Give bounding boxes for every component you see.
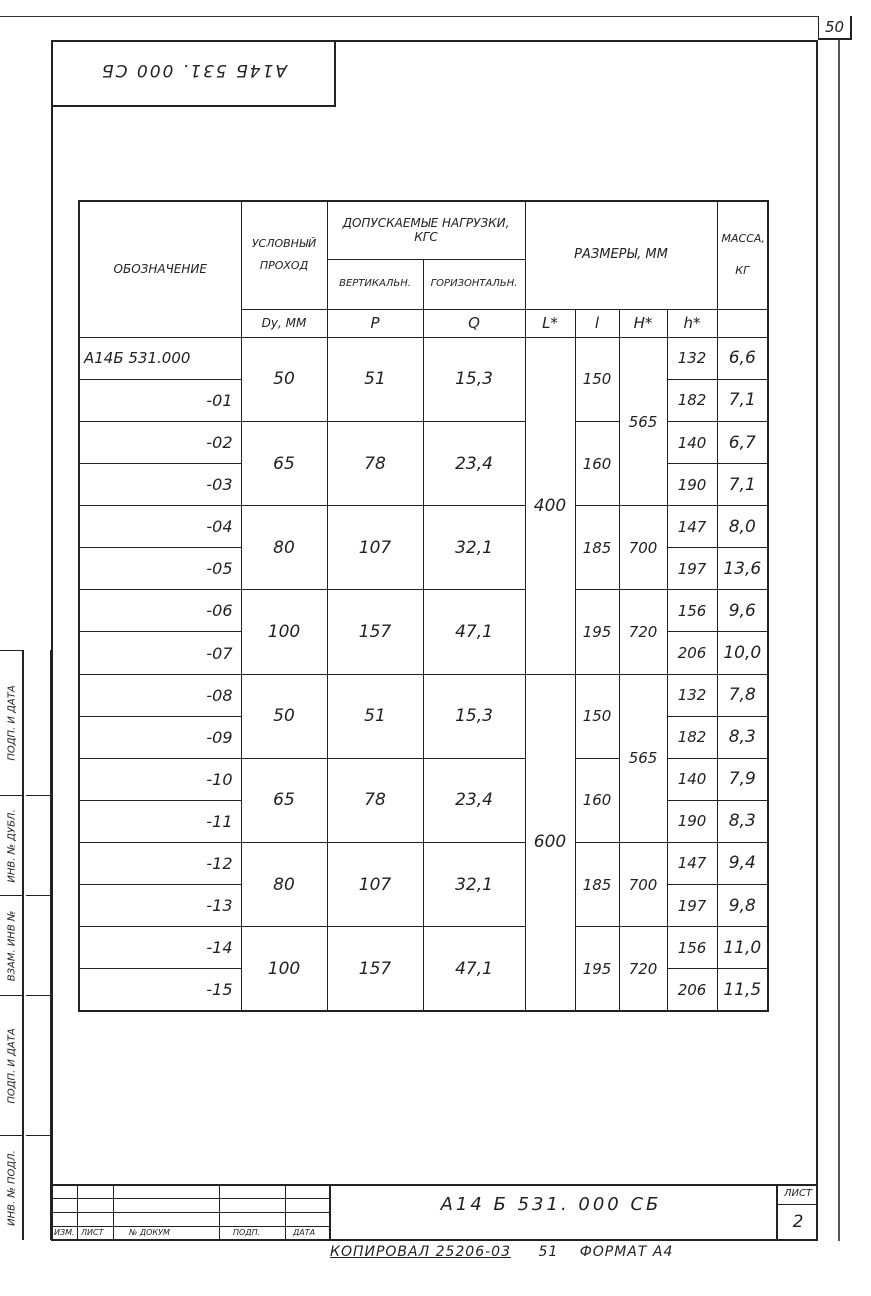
row-dim-l: 150: [575, 337, 619, 421]
side-cell: [0, 895, 24, 995]
header-dims: РАЗМЕРЫ, ММ: [525, 201, 717, 309]
side-label: ИНВ. № ДУБЛ.: [6, 808, 18, 883]
row-designation: -08: [79, 674, 241, 716]
row-mass: 11,0: [717, 927, 768, 969]
row-dim-L: 400: [525, 337, 575, 674]
row-dim-h: 190: [667, 800, 717, 842]
row-dim-l: 195: [575, 927, 619, 1011]
stamp-mirrored-code: А14Б 531. 000 СБ: [100, 60, 287, 80]
row-mass: 7,1: [717, 379, 768, 421]
row-load-q: 23,4: [423, 758, 525, 842]
side-cell: [0, 1135, 24, 1240]
row-designation: -07: [79, 632, 241, 674]
stamp-box: [51, 40, 336, 107]
row-dy: 80: [241, 506, 327, 590]
header-nominal-bore-line2: ПРОХОД: [259, 259, 309, 273]
row-load-p: 107: [327, 506, 423, 590]
side-cell: [0, 995, 24, 1135]
side-cell: [0, 795, 24, 895]
row-dy: 80: [241, 842, 327, 926]
side-label: ПОДП. И ДАТА: [6, 1027, 18, 1104]
tb-caption: ИЗМ.: [54, 1228, 75, 1237]
row-mass: 9,6: [717, 590, 768, 632]
row-load-p: 107: [327, 842, 423, 926]
sheet-box: [776, 1184, 818, 1241]
top-rule: [0, 16, 818, 17]
sheet-label: ЛИСТ: [783, 1188, 813, 1199]
row-designation: -14: [79, 927, 241, 969]
row-mass: 7,1: [717, 464, 768, 506]
header-loads: ДОПУСКАЕМЫЕ НАГРУЗКИ, КГС: [327, 201, 525, 259]
row-load-q: 15,3: [423, 337, 525, 421]
row-load-p: 51: [327, 337, 423, 421]
row-designation: -10: [79, 758, 241, 800]
row-dim-h: 206: [667, 632, 717, 674]
row-dim-h: 132: [667, 674, 717, 716]
row-designation: -12: [79, 842, 241, 884]
row-load-p: 78: [327, 758, 423, 842]
row-dim-h: 156: [667, 927, 717, 969]
row-mass: 7,8: [717, 674, 768, 716]
row-dim-h: 190: [667, 464, 717, 506]
sheet-corner-number: 50: [818, 16, 852, 40]
row-dim-H: 565: [619, 337, 667, 505]
row-mass: 11,5: [717, 969, 768, 1011]
side-label: ВЗАМ. ИНВ №: [6, 910, 18, 981]
title-block-top-rule: [51, 1184, 818, 1186]
row-dy: 50: [241, 674, 327, 758]
row-mass: 13,6: [717, 548, 768, 590]
side-strip-blank: [26, 650, 51, 1240]
header-dim-H: H*: [619, 309, 667, 337]
footer-copied: КОПИРОВАЛ 25206-03: [330, 1244, 511, 1260]
sheet-number: 2: [792, 1212, 804, 1232]
row-dim-H: 565: [619, 674, 667, 842]
header-designation: ОБОЗНАЧЕНИЕ: [79, 201, 241, 337]
footer: [330, 1244, 850, 1260]
row-dim-h: 197: [667, 548, 717, 590]
row-dim-l: 160: [575, 758, 619, 842]
row-mass: 9,8: [717, 885, 768, 927]
row-load-p: 51: [327, 674, 423, 758]
row-designation: -05: [79, 548, 241, 590]
row-designation: -09: [79, 716, 241, 758]
row-mass: 6,6: [717, 337, 768, 379]
row-dy: 50: [241, 337, 327, 421]
row-mass: 6,7: [717, 422, 768, 464]
row-load-q: 32,1: [423, 842, 525, 926]
row-dim-l: 195: [575, 590, 619, 674]
tb-caption: ЛИСТ: [81, 1228, 104, 1237]
row-mass: 8,3: [717, 716, 768, 758]
header-horizontal: ГОРИЗОНТАЛЬН.: [423, 259, 525, 309]
row-dim-h: 156: [667, 590, 717, 632]
row-mass: 9,4: [717, 842, 768, 884]
row-load-q: 23,4: [423, 422, 525, 506]
row-dim-L: 600: [525, 674, 575, 1011]
header-load-q: Q: [423, 309, 525, 337]
header-mass-line2: КГ: [735, 264, 750, 278]
header-dim-L: L*: [525, 309, 575, 337]
tb-caption: № ДОКУМ: [129, 1228, 170, 1237]
row-dim-H: 700: [619, 842, 667, 926]
row-dim-h: 132: [667, 337, 717, 379]
right-rule: [838, 40, 840, 1241]
row-dim-h: 140: [667, 758, 717, 800]
document-code: А14 Б 531. 000 СБ: [440, 1194, 662, 1215]
row-mass: 8,3: [717, 800, 768, 842]
row-dy: 65: [241, 422, 327, 506]
row-dim-h: 140: [667, 422, 717, 464]
header-mass-line1: МАССА,: [721, 232, 765, 246]
row-load-p: 78: [327, 422, 423, 506]
row-designation: -06: [79, 590, 241, 632]
side-strip: [0, 650, 24, 1240]
side-label: ИНВ. № ПОДЛ.: [6, 1150, 18, 1226]
row-designation: -04: [79, 506, 241, 548]
row-dim-H: 720: [619, 927, 667, 1011]
row-designation: -03: [79, 464, 241, 506]
header-vertical: ВЕРТИКАЛЬН.: [327, 259, 423, 309]
header-dim-l: l: [575, 309, 619, 337]
row-dim-l: 150: [575, 674, 619, 758]
row-dy: 100: [241, 927, 327, 1011]
header-mass: [717, 201, 768, 309]
row-dim-H: 700: [619, 506, 667, 590]
row-dim-H: 720: [619, 590, 667, 674]
row-dim-l: 185: [575, 842, 619, 926]
row-designation: -15: [79, 969, 241, 1011]
row-load-q: 32,1: [423, 506, 525, 590]
row-dim-h: 182: [667, 716, 717, 758]
title-block: [51, 1184, 818, 1241]
row-dim-l: 160: [575, 422, 619, 506]
row-dim-l: 185: [575, 506, 619, 590]
row-designation: -11: [79, 800, 241, 842]
row-load-q: 15,3: [423, 674, 525, 758]
side-cell: [0, 650, 24, 795]
row-mass: 8,0: [717, 506, 768, 548]
footer-number: 51: [538, 1244, 559, 1260]
tb-caption: ПОДП.: [233, 1228, 261, 1237]
row-mass: 10,0: [717, 632, 768, 674]
header-nominal-bore-line1: УСЛОВНЫЙ: [251, 237, 317, 251]
row-load-q: 47,1: [423, 927, 525, 1011]
header-load-p: P: [327, 309, 423, 337]
header-nominal-bore-unit: Dу, ММ: [241, 309, 327, 337]
row-dim-h: 147: [667, 842, 717, 884]
row-dim-h: 147: [667, 506, 717, 548]
row-mass: 7,9: [717, 758, 768, 800]
row-dy: 65: [241, 758, 327, 842]
row-dim-h: 197: [667, 885, 717, 927]
row-load-p: 157: [327, 927, 423, 1011]
row-designation: А14Б 531.000: [79, 337, 241, 379]
side-label: ПОДП. И ДАТА: [6, 685, 18, 761]
tb-caption: ДАТА: [293, 1228, 316, 1237]
footer-format: ФОРМАТ А4: [579, 1244, 674, 1260]
row-dim-h: 206: [667, 969, 717, 1011]
row-designation: -13: [79, 885, 241, 927]
spec-table: [78, 200, 769, 1012]
header-dim-h: h*: [667, 309, 717, 337]
header-nominal-bore: [241, 201, 327, 309]
row-load-p: 157: [327, 590, 423, 674]
row-designation: -02: [79, 422, 241, 464]
row-designation: -01: [79, 379, 241, 421]
row-dim-h: 182: [667, 379, 717, 421]
row-load-q: 47,1: [423, 590, 525, 674]
row-dy: 100: [241, 590, 327, 674]
